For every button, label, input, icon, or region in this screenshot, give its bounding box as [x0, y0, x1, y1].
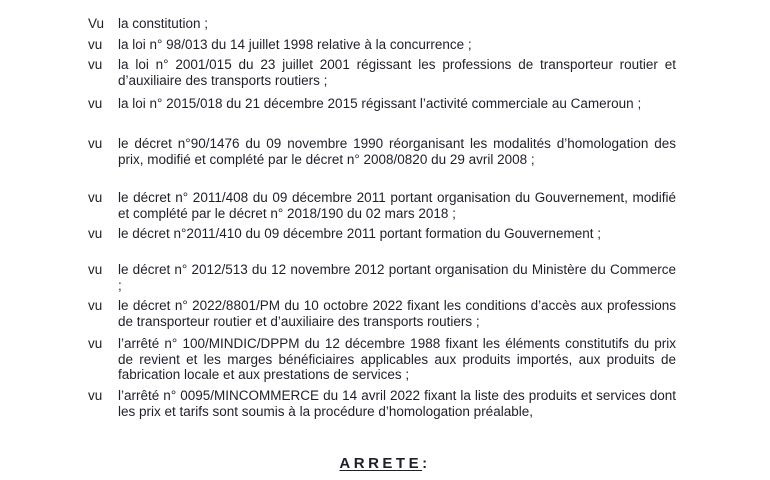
- consideration-label: vu: [88, 262, 103, 277]
- consideration-label: vu: [88, 226, 103, 241]
- consideration-text: la constitution ;: [118, 16, 209, 31]
- decree-title-colon: :: [422, 455, 431, 472]
- consideration-text: le décret n° 2012/513 du 12 novembre 2012 portant organisation du Ministère du Commerce ;: [118, 262, 676, 293]
- consideration-label: vu: [88, 190, 103, 205]
- consideration-label: vu: [88, 96, 103, 111]
- decree-title: [0, 455, 770, 472]
- consideration-text: la loi n° 2015/018 du 21 décembre 2015 régissant l’activité commerciale au Cameroun ;: [118, 96, 642, 111]
- consideration-label: vu: [88, 57, 103, 72]
- consideration-text: la loi n° 98/013 du 14 juillet 1998 relative à la concurrence ;: [118, 37, 472, 52]
- decree-title-word: ARRETE: [339, 455, 423, 472]
- consideration-label: vu: [88, 136, 103, 151]
- consideration-text: le décret n°2011/410 du 09 décembre 2011 portant formation du Gouvernement ;: [118, 226, 601, 241]
- consideration-label: Vu: [88, 16, 105, 31]
- consideration-text: le décret n°90/1476 du 09 novembre 1990 réorganisant les modalités d’homologation des prix, modifié et complété par le décret n° 2008/0820 du 29 avril 2008 ;: [118, 136, 676, 167]
- consideration-text: l’arrêté n° 100/MINDIC/DPPM du 12 décembre 1988 fixant les éléments constitutifs du prix de revient et les marges bénéficiaires applicables aux produits importés, aux produits de fabrication locale et aux prestations de services ;: [118, 336, 676, 383]
- consideration-label: vu: [88, 388, 103, 403]
- consideration-text: l’arrêté n° 0095/MINCOMMERCE du 14 avril 2022 fixant la liste des produits et services dont les prix et tarifs sont soumis à la procédure d’homologation préalable,: [118, 388, 676, 419]
- consideration-text: la loi n° 2001/015 du 23 juillet 2001 régissant les professions de transporteur routier et d’auxiliaire des transports routiers ;: [118, 57, 676, 88]
- consideration-text: le décret n° 2022/8801/PM du 10 octobre 2022 fixant les conditions d’accès aux professions de transporteur routier et d’auxiliaire des transports routiers ;: [118, 298, 676, 329]
- consideration-label: vu: [88, 37, 103, 52]
- consideration-label: vu: [88, 298, 103, 313]
- consideration-text: le décret n° 2011/408 du 09 décembre 2011 portant organisation du Gouvernement, modifié et complété par le décret n° 2018/190 du 02 mars 2018 ;: [118, 190, 676, 221]
- consideration-label: vu: [88, 336, 103, 351]
